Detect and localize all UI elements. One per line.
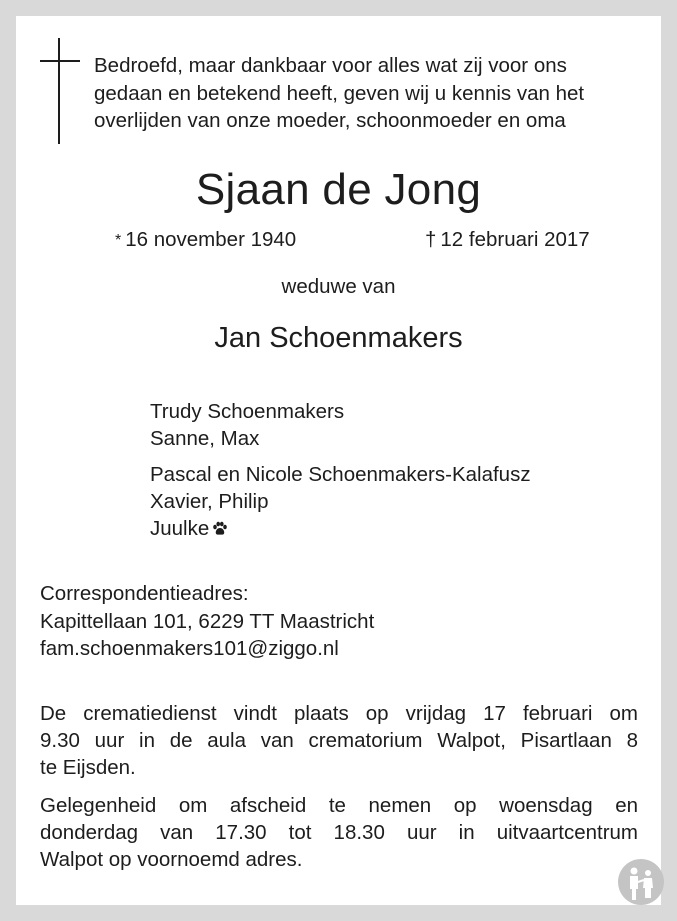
correspondence-block	[40, 580, 374, 663]
farewell-line: Walpot op voornoemd adres.	[40, 848, 303, 871]
correspondence-email: fam.schoenmakers101@ziggo.nl	[40, 637, 339, 660]
service-line: te Eijsden.	[40, 756, 136, 779]
death-date-value: 12 februari 2017	[440, 228, 590, 251]
birth-date	[115, 226, 296, 255]
intro-line: Bedroefd, maar dankbaar voor alles wat zij voor ons	[94, 54, 567, 77]
family-member: Xavier, Philip	[150, 490, 269, 513]
death-date	[425, 226, 590, 254]
family-member-pet	[150, 515, 531, 542]
family-member: Trudy Schoenmakers	[150, 400, 345, 423]
family-member: Pascal en Nicole Schoenmakers-Kalafusz	[150, 463, 531, 486]
widow-text: weduwe van	[281, 275, 396, 298]
intro-text	[94, 52, 584, 135]
spouse-name: Jan Schoenmakers	[214, 322, 463, 354]
family-member: Sanne, Max	[150, 427, 260, 450]
family-group-2	[150, 461, 531, 542]
birth-date-value: 16 november 1940	[125, 228, 297, 251]
service-paragraph	[40, 700, 638, 781]
farewell-line: Gelegenheid om afscheid te nemen op woensdag en	[40, 794, 638, 817]
pet-name: Juulke	[150, 517, 210, 540]
correspondence-address: Kapittellaan 101, 6229 TT Maastricht	[40, 609, 375, 633]
memorial-logo-icon	[617, 858, 665, 906]
cross-icon	[40, 38, 80, 144]
service-line: 9.30 uur in de aula van crematorium Walpot, Pisartlaan 8	[40, 729, 638, 752]
intro-line: overlijden van onze moeder, schoonmoeder en oma	[94, 109, 566, 132]
farewell-line: donderdag van 17.30 tot 18.30 uur in uitvaartcentrum	[40, 821, 638, 844]
deceased-name: Sjaan de Jong	[195, 165, 482, 214]
paw-icon	[212, 521, 228, 537]
intro-line: gedaan en betekend heeft, geven wij u kennis van het	[94, 81, 585, 105]
service-line: De crematiedienst vindt plaats op vrijdag 17 februari om	[40, 702, 638, 725]
correspondence-label: Correspondentieadres:	[40, 582, 249, 605]
family-group-1	[150, 398, 344, 452]
death-dagger-icon: †	[425, 228, 437, 251]
birth-star-icon: *	[115, 232, 122, 249]
farewell-paragraph	[40, 792, 638, 873]
